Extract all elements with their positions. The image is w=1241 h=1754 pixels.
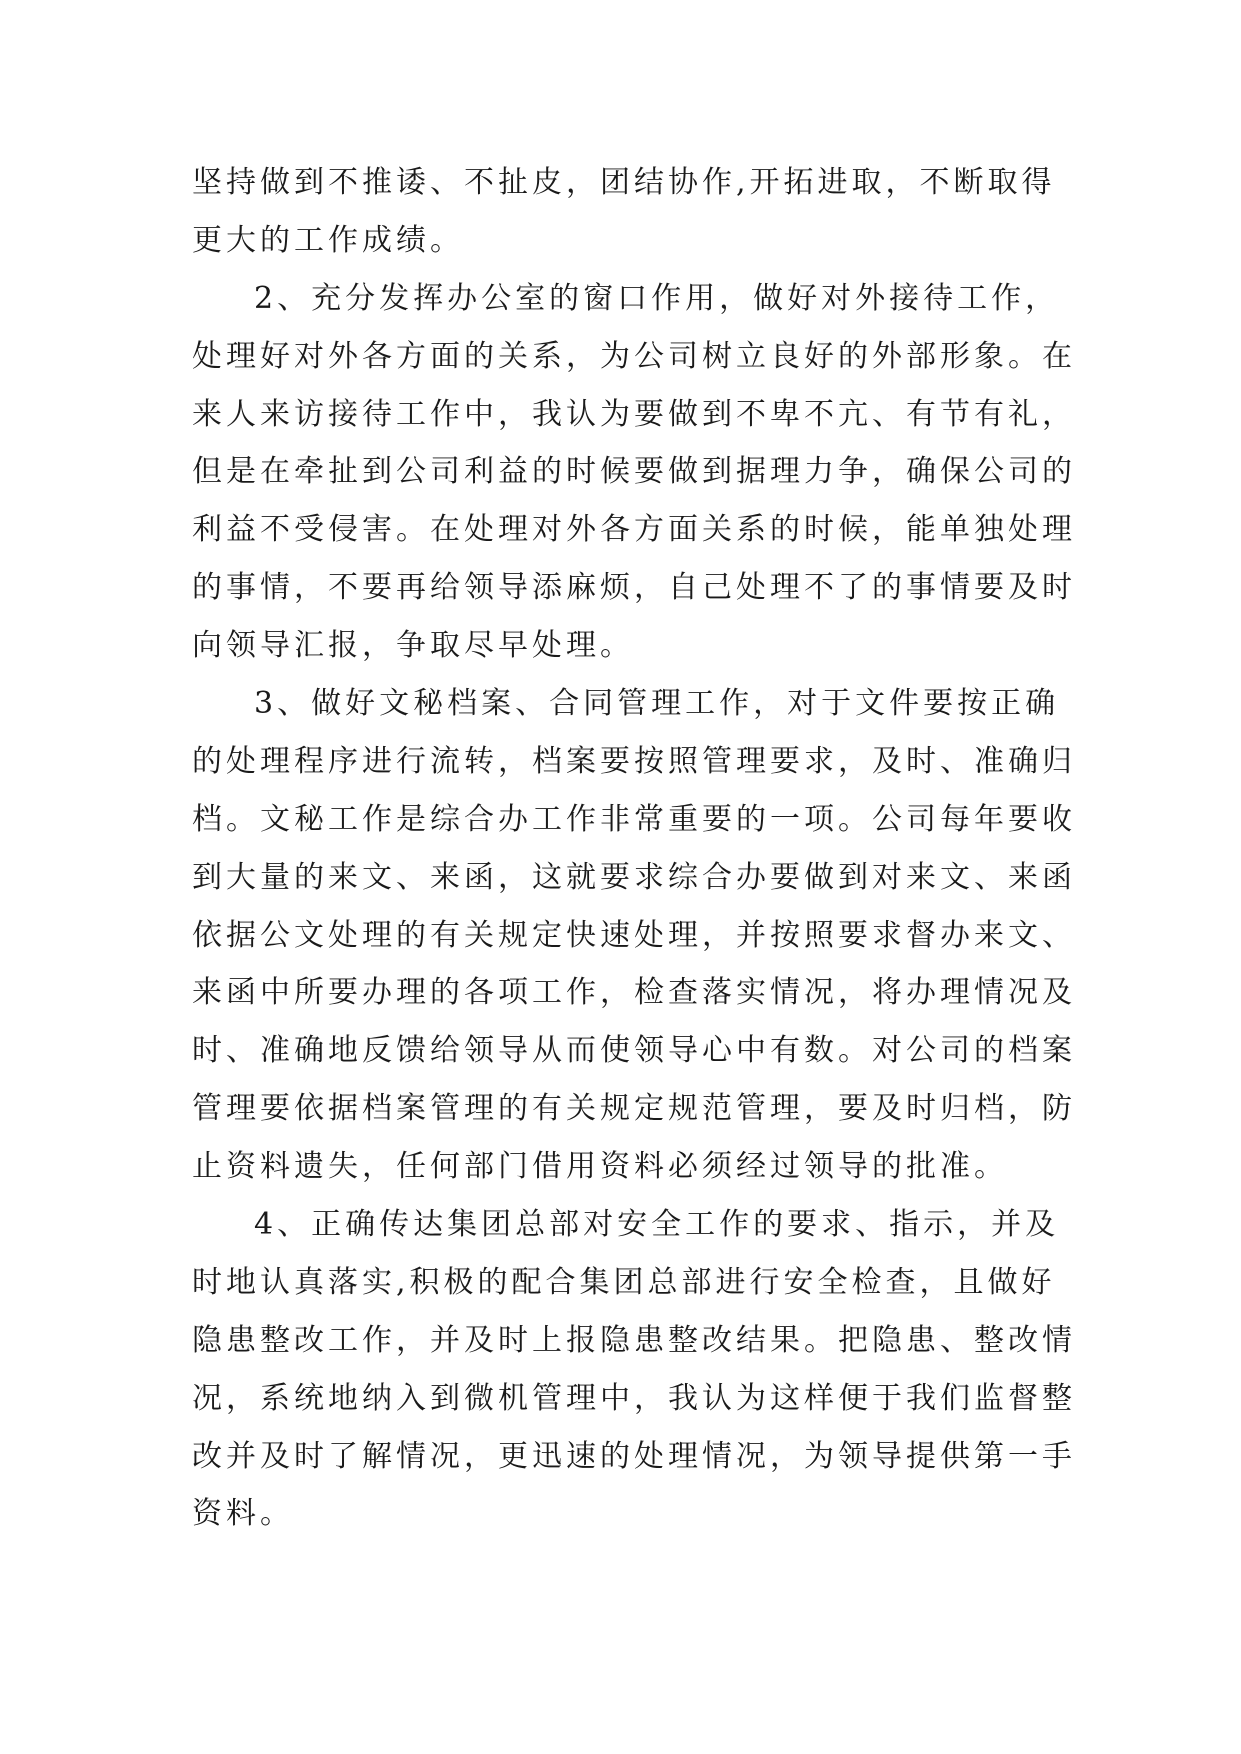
text-line: 管理要依据档案管理的有关规定规范管理，要及时归档，防 (192, 1091, 1076, 1127)
text-line: 处理好对外各方面的关系，为公司树立良好的外部形象。在 (192, 338, 1076, 374)
text-line: 坚持做到不推诿、不扯皮，团结协作,开拓进取，不断取得 (192, 165, 1056, 200)
text-line: 时地认真落实,积极的配合集团总部进行安全检查，且做好 (192, 1264, 1056, 1300)
text-line: 资料。 (192, 1496, 294, 1532)
text-line: 止资料遗失，任何部门借用资料必须经过领导的批准。 (192, 1149, 1008, 1185)
text-line: 来人来访接待工作中，我认为要做到不卑不亢、有节有礼， (192, 396, 1076, 432)
text-line: 时、准确地反馈给领导从而使领导心中有数。对公司的档案 (192, 1033, 1076, 1069)
text-line: 况，系统地纳入到微机管理中，我认为这样便于我们监督整 (192, 1380, 1076, 1416)
paragraph-3-start: 3、做好文秘档案、合同管理工作，对于文件要按正确 (254, 686, 1060, 722)
text-line: 但是在牵扯到公司利益的时候要做到据理力争，确保公司的 (192, 454, 1076, 490)
text-line: 依据公文处理的有关规定快速处理，并按照要求督办来文、 (192, 917, 1076, 953)
text-line: 档。文秘工作是综合办工作非常重要的一项。公司每年要收 (192, 801, 1076, 837)
text-line: 改并及时了解情况，更迅速的处理情况，为领导提供第一手 (192, 1438, 1076, 1474)
body-text (192, 154, 1076, 1543)
paragraph-2-start: 2、充分发挥办公室的窗口作用，做好对外接待工作， (254, 280, 1060, 316)
paragraph-4-start: 4、正确传达集团总部对安全工作的要求、指示，并及 (254, 1207, 1060, 1243)
text-line: 更大的工作成绩。 (192, 222, 464, 258)
text-line: 利益不受侵害。在处理对外各方面关系的时候，能单独处理 (192, 512, 1076, 548)
text-line: 到大量的来文、来函，这就要求综合办要做到对来文、来函 (192, 859, 1076, 895)
text-line: 的事情，不要再给领导添麻烦，自己处理不了的事情要及时 (192, 570, 1076, 606)
text-line: 向领导汇报，争取尽早处理。 (192, 628, 634, 664)
text-line: 的处理程序进行流转，档案要按照管理要求，及时、准确归 (192, 743, 1076, 779)
text-line: 来函中所要办理的各项工作，检查落实情况，将办理情况及 (192, 975, 1076, 1011)
text-line: 隐患整改工作，并及时上报隐患整改结果。把隐患、整改情 (192, 1322, 1076, 1358)
